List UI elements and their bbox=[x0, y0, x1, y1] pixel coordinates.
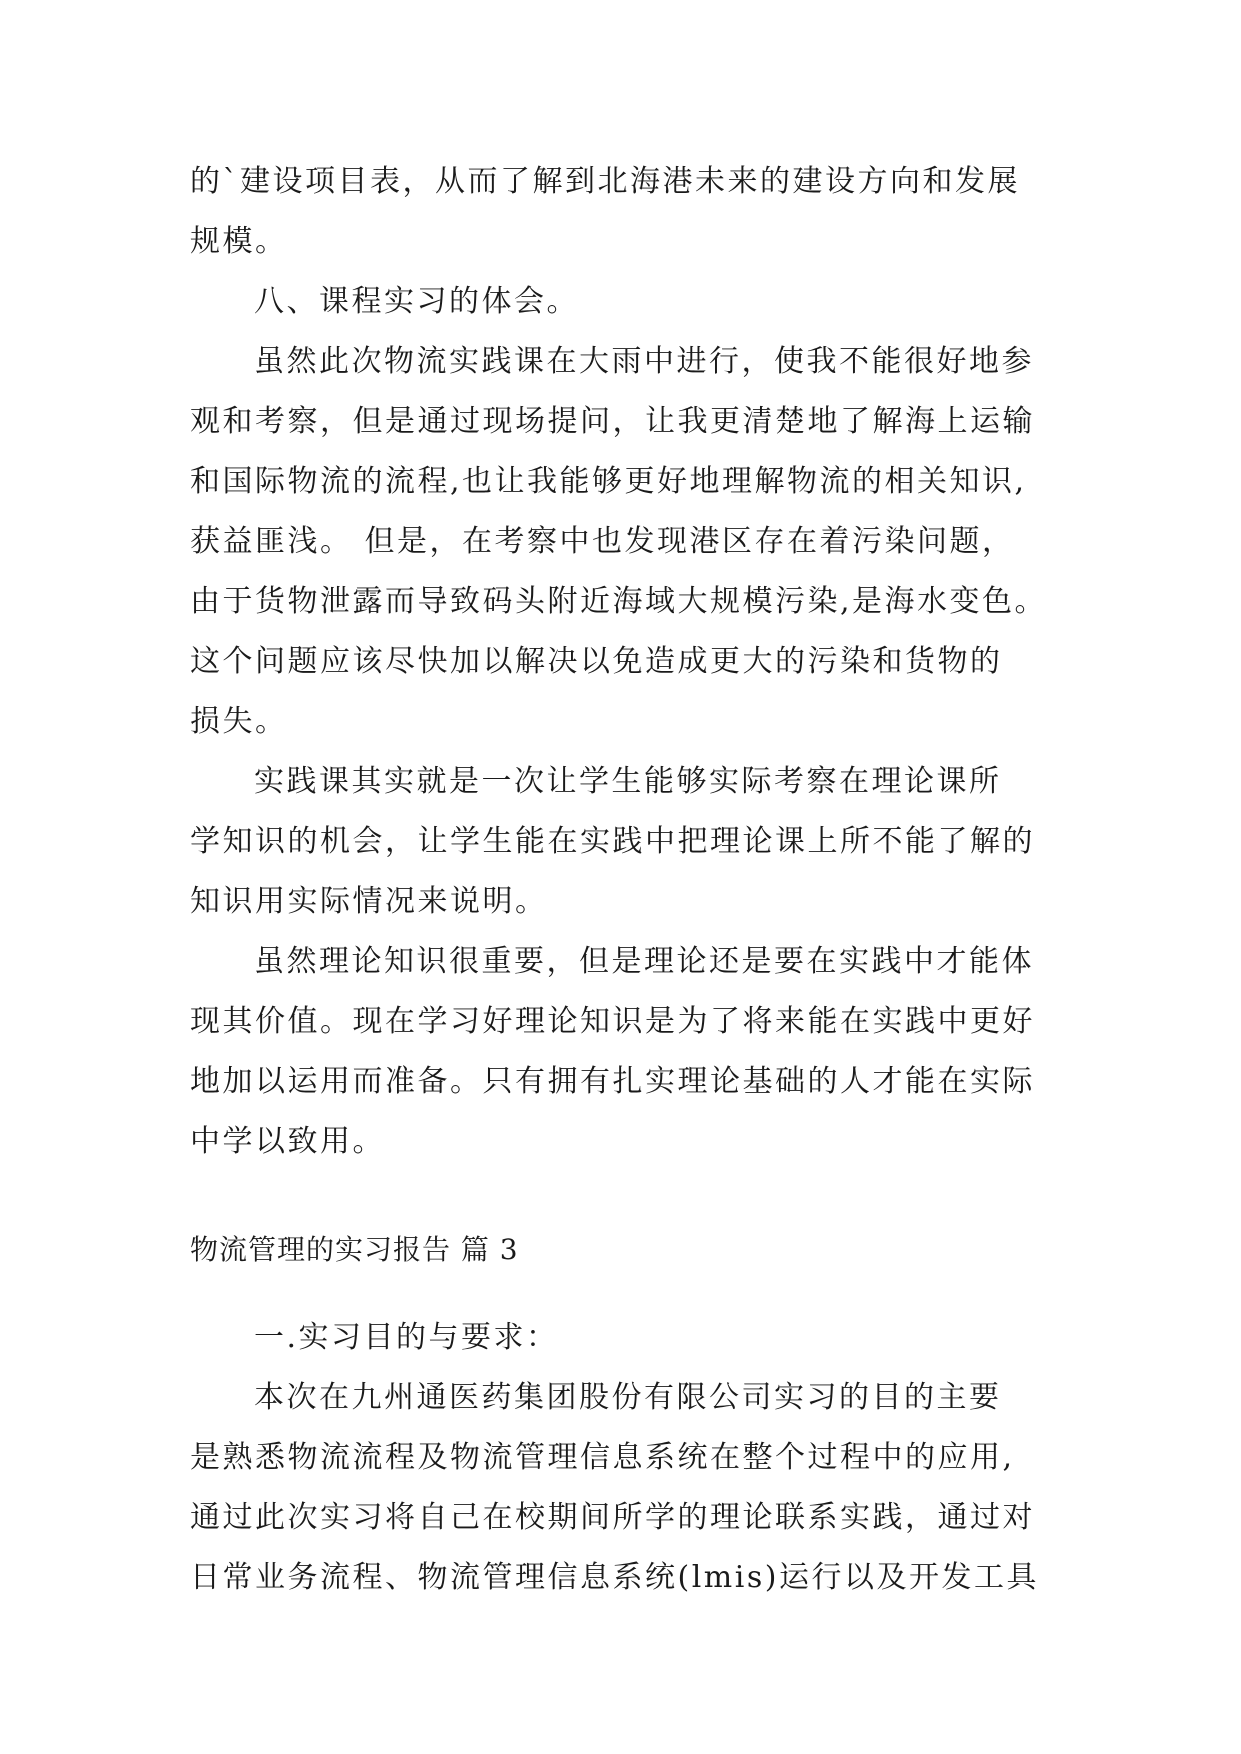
text-line: 损失。 bbox=[190, 704, 288, 739]
text-line: 和国际物流的流程,也让我能够更好地理解物流的相关知识, bbox=[190, 464, 1027, 499]
text-line: 实践课其实就是一次让学生能够实际考察在理论课所 bbox=[254, 764, 1002, 799]
text-line: 是熟悉物流流程及物流管理信息系统在整个过程中的应用, bbox=[190, 1440, 1015, 1475]
text-line: 现其价值。现在学习好理论知识是为了将来能在实践中更好 bbox=[190, 1004, 1035, 1039]
section-title: 八、课程实习的体会。 bbox=[254, 284, 579, 319]
text-line: 地加以运用而准备。只有拥有扎实理论基础的人才能在实际 bbox=[190, 1064, 1035, 1099]
text-line: 通过此次实习将自己在校期间所学的理论联系实践，通过对 bbox=[190, 1500, 1035, 1535]
text-line: 这个问题应该尽快加以解决以免造成更大的污染和货物的 bbox=[190, 644, 1003, 679]
text-line: 本次在九州通医药集团股份有限公司实习的目的主要 bbox=[254, 1380, 1002, 1415]
text-line: 知识用实际情况来说明。 bbox=[190, 884, 548, 919]
text-line: 虽然理论知识很重要，但是理论还是要在实践中才能体 bbox=[254, 944, 1034, 979]
text-line: 的`建设项目表，从而了解到北海港未来的建设方向和发展 bbox=[190, 164, 1020, 199]
article-heading: 物流管理的实习报告 篇 3 bbox=[190, 1233, 519, 1266]
text-line: 日常业务流程、物流管理信息系统(lmis)运行以及开发工具 bbox=[190, 1560, 1039, 1595]
text-line: 规模。 bbox=[190, 224, 288, 259]
text-line: 中学以致用。 bbox=[190, 1124, 385, 1159]
text-line: 虽然此次物流实践课在大雨中进行，使我不能很好地参 bbox=[254, 344, 1034, 379]
text-line: 观和考察，但是通过现场提问，让我更清楚地了解海上运输 bbox=[190, 404, 1035, 439]
section-title: 一.实习目的与要求： bbox=[254, 1320, 559, 1355]
text-line: 由于货物泄露而导致码头附近海域大规模污染,是海水变色。 bbox=[190, 584, 1048, 619]
text-line: 学知识的机会，让学生能在实践中把理论课上所不能了解的 bbox=[190, 824, 1035, 859]
text-line: 获益匪浅。 但是，在考察中也发现港区存在着污染问题， bbox=[190, 524, 1015, 559]
document-page bbox=[190, 152, 1060, 1608]
